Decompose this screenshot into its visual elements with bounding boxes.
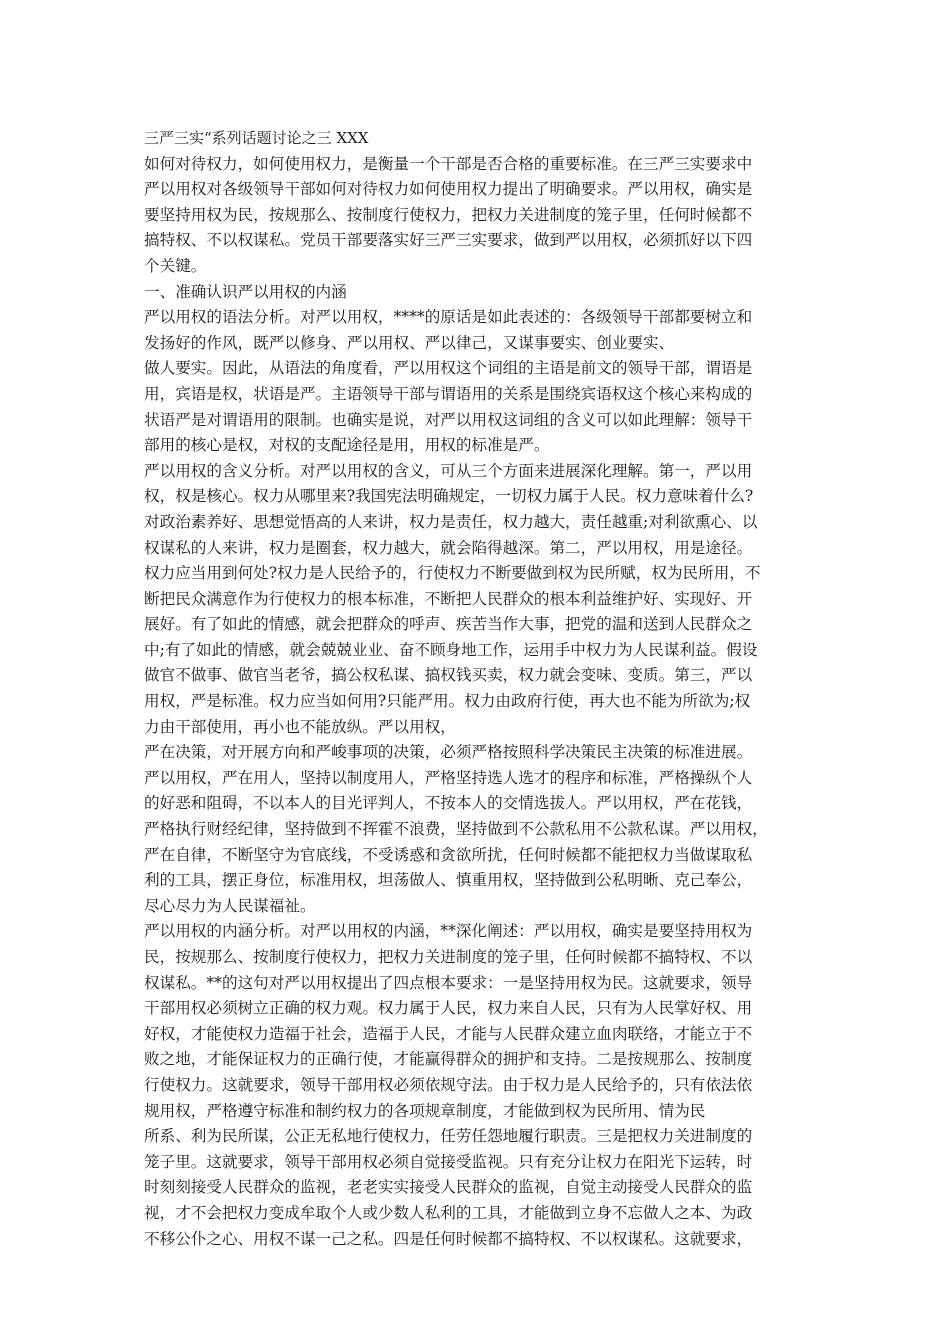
paragraph-line: 个关键。 <box>144 256 207 275</box>
paragraph-line: 要坚持用权为民，按规那么、按制度行使权力，把权力关进制度的笼子里，任何时候都不 <box>144 205 753 224</box>
paragraph-line: 展好。有了如此的情感，就会把群众的呼声、疾苦当作大事，把党的温和送到人民群众之 <box>144 615 753 634</box>
paragraph-line: 所系、利为民所谋，公正无私地行使权力，任劳任怨地履行职责。三是把权力关进制度的 <box>144 1127 753 1146</box>
paragraph-line: 规用权，严格遵守标准和制约权力的各项规章制度，才能做到权为民所用、情为民 <box>144 1101 706 1120</box>
paragraph-line: 权谋私。**的这句对严以用权提出了四点根本要求：一是坚持用权为民。这就要求，领导 <box>144 973 753 992</box>
paragraph-line: 时刻刻接受人民群众的监视，老老实实接受人民群众的监视，自觉主动接受人民群众的监 <box>144 1178 753 1197</box>
paragraph-line: 断把民众满意作为行使权力的根本标准，不断把人民群众的根本利益维护好、实现好、开 <box>144 589 753 608</box>
paragraph-line: 权谋私的人来讲，权力是圈套，权力越大，就会陷得越深。第二，严以用权，用是途径。 <box>144 538 753 557</box>
paragraph-line: 笼子里。这就要求，领导干部用权必须自觉接受监视。只有充分让权力在阳光下运转，时 <box>144 1152 753 1171</box>
paragraph-line: 不移公仆之心、用权不谋一己之私。四是任何时候都不搞特权、不以权谋私。这就要求， <box>144 1229 753 1248</box>
paragraph-line: 好权，才能使权力造福于社会，造福于人民，才能与人民群众建立血肉联络，才能立于不 <box>144 1024 753 1043</box>
paragraph-line: 尽心尽力为人民谋福祉。 <box>144 896 316 915</box>
paragraph-line: 严在自律，不断坚守为官底线，不受诱惑和贪欲所扰，任何时候都不能把权力当做谋取私 <box>144 845 753 864</box>
paragraph-line: 的好恶和阻碍，不以本人的目光评判人，不按本人的交情选拔人。严以用权，严在花钱， <box>144 794 753 813</box>
paragraph-line: 民，按规那么、按制度行使权力，把权力关进制度的笼子里，任何时候都不搞特权、不以 <box>144 948 753 966</box>
paragraph-line: 发扬好的作风，既严以修身、严以用权、严以律己，又谋事要实、创业要实、 <box>144 333 675 352</box>
paragraph-line: 用权，严是标准。权力应当如何用?只能严用。权力由政府行使，再大也不能为所欲为;权 <box>144 692 751 711</box>
section-heading: 一、准确认识严以用权的内涵 <box>144 282 347 301</box>
paragraph-line: 权，权是核心。权力从哪里来?我国宪法明确规定，一切权力属于人民。权力意味着什么? <box>144 487 754 506</box>
paragraph-line: 视，才不会把权力变成牟取个人或少数人私利的工具，才能做到立身不忘做人之本、为政 <box>144 1203 753 1222</box>
paragraph-line: 状语严是对谓语用的限制。也确实是说，对严以用权这词组的含义可以如此理解：领导干 <box>144 410 753 429</box>
paragraph-line: 严以用权的内涵分析。对严以用权的内涵，**深化阐述：严以用权，确实是要坚持用权为 <box>144 922 753 941</box>
paragraph-line: 力由干部使用，再小也不能放纵。严以用权， <box>144 717 456 736</box>
paragraph-line: 中;有了如此的情感，就会兢兢业业、奋不顾身地工作，运用手中权力为人民谋利益。假设 <box>144 640 758 659</box>
paragraph-line: 严格执行财经纪律，坚持做到不挥霍不浪费，坚持做到不公款私用不公款私谋。严以用权， <box>144 820 768 839</box>
document-title: 三严三实“系列话题讨论之三 XXX <box>144 129 369 147</box>
paragraph-line: 用，宾语是权，状语是严。主语领导干部与谓语用的关系是围绕宾语权这个核心来构成的 <box>144 384 753 403</box>
paragraph-line: 利的工具，摆正身位，标准用权，坦荡做人、慎重用权，坚持做到公私明晰、克己奉公， <box>144 871 753 890</box>
paragraph-line: 如何对待权力，如何使用权力，是衡量一个干部是否合格的重要标准。在三严三实要求中 <box>144 154 753 173</box>
paragraph-line: 干部用权必须树立正确的权力观。权力属于人民，权力来自人民，只有为人民掌好权、用 <box>144 999 753 1018</box>
paragraph-line: 权力应当用到何处?权力是人民给予的，行使权力不断要做到权为民所赋，权为民所用，不 <box>144 564 761 583</box>
paragraph-line: 对政治素养好、思想觉悟高的人来讲，权力是责任，权力越大，责任越重;对利欲熏心、以 <box>144 512 758 531</box>
paragraph-line: 搞特权、不以权谋私。党员干部要落实好三严三实要求，做到严以用权，必须抓好以下四 <box>144 231 753 250</box>
paragraph-line: 行使权力。这就要求，领导干部用权必须依规守法。由于权力是人民给予的，只有依法依 <box>144 1075 753 1094</box>
paragraph-line: 严以用权对各级领导干部如何对待权力如何使用权力提出了明确要求。严以用权，确实是 <box>144 180 753 199</box>
paragraph-line: 严以用权的含义分析。对严以用权的含义，可从三个方面来进展深化理解。第一，严以用 <box>144 461 753 480</box>
paragraph-line: 做官不做事、做官当老爷，搞公权私谋、搞权钱买卖，权力就会变味、变质。第三，严以 <box>144 666 753 685</box>
paragraph-line: 严在决策，对开展方向和严峻事项的决策，必须严格按照科学决策民主决策的标准进展。 <box>144 743 753 762</box>
document-body <box>144 126 814 1252</box>
paragraph-line: 败之地，才能保证权力的正确行使，才能赢得群众的拥护和支持。二是按规那么、按制度 <box>144 1050 753 1069</box>
paragraph-line: 严以用权，严在用人，坚持以制度用人，严格坚持选人选才的程序和标准，严格操纵个人 <box>144 768 753 787</box>
paragraph-line: 做人要实。因此，从语法的角度看，严以用权这个词组的主语是前文的领导干部，谓语是 <box>144 359 753 378</box>
paragraph-line: 严以用权的语法分析。对严以用权，****的原话是如此表述的：各级领导干部都要树立和 <box>144 308 753 327</box>
paragraph-line: 部用的核心是权，对权的支配途径是用，用权的标准是严。 <box>144 436 550 455</box>
